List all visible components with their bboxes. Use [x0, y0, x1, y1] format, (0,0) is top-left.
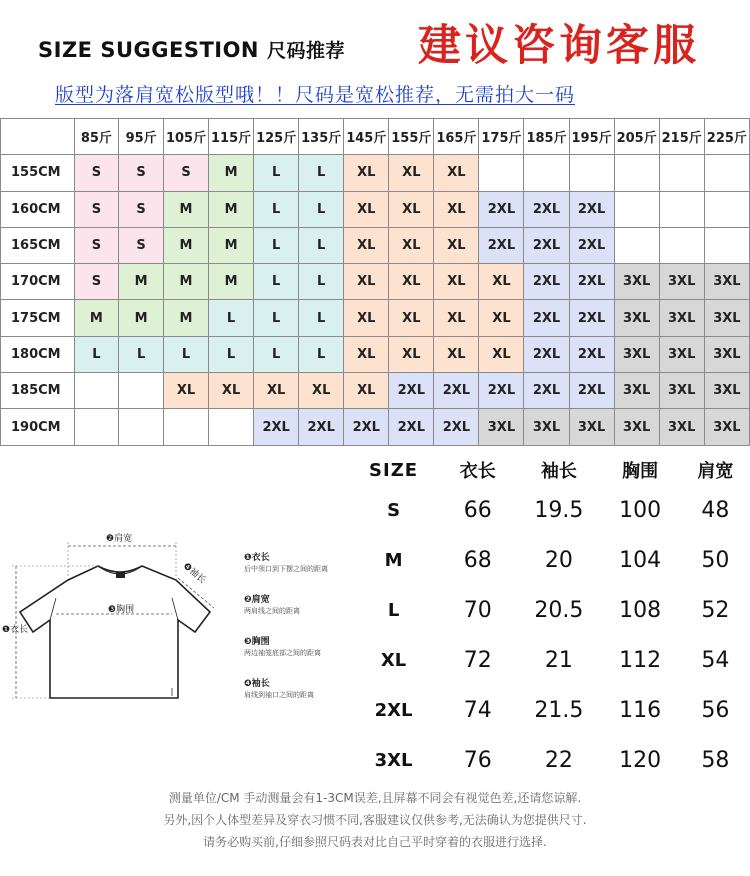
size-cell: 2XL: [434, 373, 479, 409]
height-label: 185CM: [1, 373, 75, 409]
size-cell: [659, 155, 704, 191]
size-cell: 2XL: [524, 191, 569, 227]
size-cell: M: [74, 300, 119, 336]
size-cell: XL: [344, 373, 389, 409]
length-value: 66: [463, 497, 492, 523]
sleeve-label: ❹袖长: [180, 561, 208, 586]
size-cell: 2XL: [569, 336, 614, 372]
size-cell: S: [119, 227, 164, 263]
size-cell: 2XL: [254, 409, 299, 445]
size-value: L: [387, 599, 400, 621]
length-value: 70: [463, 597, 492, 623]
weight-header: 115斤: [209, 119, 254, 155]
height-label: 180CM: [1, 336, 75, 372]
size-cell: 2XL: [569, 264, 614, 300]
size-cell: L: [299, 300, 344, 336]
size-cell: 2XL: [569, 373, 614, 409]
size-cell: 2XL: [524, 336, 569, 372]
size-cell: [614, 227, 659, 263]
size-cell: L: [299, 264, 344, 300]
size-cell: [209, 409, 254, 445]
title-en: SIZE SUGGESTION: [38, 38, 260, 62]
length-value: 76: [463, 747, 492, 773]
chest-value: 120: [619, 747, 662, 773]
size-suggestion-title: [38, 36, 345, 63]
size-cell: [704, 155, 749, 191]
size-cell: 2XL: [479, 191, 524, 227]
height-row: [1, 227, 750, 263]
header-size: SIZE: [369, 459, 419, 481]
size-cell: 2XL: [344, 409, 389, 445]
consult-service-banner: 建议咨询客服: [418, 21, 700, 71]
size-recommendation-grid: [0, 118, 750, 446]
size-cell: XL: [434, 300, 479, 336]
size-cell: XL: [479, 300, 524, 336]
header-sleeve: 袖长: [540, 461, 577, 482]
size-cell: XL: [254, 373, 299, 409]
size-cell: [119, 373, 164, 409]
size-cell: M: [209, 264, 254, 300]
size-cell: 3XL: [704, 336, 749, 372]
shoulder-label: ❷肩宽: [106, 534, 133, 544]
sleeve-value: 21.5: [534, 697, 584, 723]
length-value: 68: [463, 547, 492, 573]
size-cell: L: [299, 336, 344, 372]
size-cell: XL: [344, 300, 389, 336]
height-label: 165CM: [1, 227, 75, 263]
size-cell: XL: [389, 300, 434, 336]
size-cell: [74, 373, 119, 409]
size-cell: XL: [389, 227, 434, 263]
desc-chest-title: ❸胸围: [244, 637, 270, 647]
size-cell: S: [74, 227, 119, 263]
size-cell: XL: [299, 373, 344, 409]
size-cell: L: [163, 336, 208, 372]
size-cell: M: [119, 300, 164, 336]
size-cell: 3XL: [479, 409, 524, 445]
size-cell: [704, 227, 749, 263]
size-cell: L: [299, 155, 344, 191]
desc-length-sub: 后中领口到下摆之间的距离: [244, 565, 328, 573]
shoulder-value: 58: [701, 747, 730, 773]
chest-value: 104: [619, 547, 662, 573]
size-cell: XL: [389, 191, 434, 227]
desc-shoulder-title: ❷肩宽: [244, 595, 270, 605]
size-cell: L: [254, 336, 299, 372]
grid-corner: [1, 119, 75, 155]
size-cell: 2XL: [569, 191, 614, 227]
sleeve-value: 19.5: [534, 497, 584, 523]
size-cell: 3XL: [569, 409, 614, 445]
measurement-row: [350, 535, 750, 585]
size-cell: S: [74, 264, 119, 300]
size-cell: L: [209, 336, 254, 372]
size-cell: M: [163, 191, 208, 227]
chest-value: 108: [619, 597, 662, 623]
desc-shoulder-sub: 两肩线之间的距离: [244, 607, 300, 615]
size-cell: M: [209, 155, 254, 191]
weight-header: 135斤: [299, 119, 344, 155]
size-cell: L: [299, 227, 344, 263]
desc-length-title: ❶衣长: [244, 553, 270, 563]
size-cell: 3XL: [659, 409, 704, 445]
chest-label: ❸胸围: [108, 605, 135, 615]
sleeve-value: 20: [544, 547, 573, 573]
size-cell: S: [74, 191, 119, 227]
size-cell: 3XL: [704, 264, 749, 300]
size-cell: 2XL: [389, 373, 434, 409]
size-cell: XL: [389, 336, 434, 372]
weight-header: 175斤: [479, 119, 524, 155]
weight-header: 185斤: [524, 119, 569, 155]
height-row: [1, 191, 750, 227]
size-cell: XL: [389, 264, 434, 300]
size-cell: XL: [163, 373, 208, 409]
size-cell: S: [74, 155, 119, 191]
size-cell: 3XL: [704, 373, 749, 409]
size-cell: [614, 191, 659, 227]
size-cell: XL: [434, 227, 479, 263]
size-cell: M: [209, 227, 254, 263]
size-cell: 2XL: [569, 300, 614, 336]
size-cell: XL: [344, 336, 389, 372]
chest-value: 112: [619, 647, 662, 673]
header-chest: 胸围: [622, 461, 659, 482]
size-cell: 3XL: [704, 409, 749, 445]
shoulder-value: 50: [701, 547, 730, 573]
size-cell: S: [163, 155, 208, 191]
weight-header: 195斤: [569, 119, 614, 155]
size-cell: XL: [479, 264, 524, 300]
weight-header: 205斤: [614, 119, 659, 155]
size-value: 2XL: [374, 699, 413, 721]
size-cell: [119, 409, 164, 445]
height-row: [1, 336, 750, 372]
footer-disclaimer: [0, 787, 750, 853]
size-cell: XL: [344, 227, 389, 263]
size-cell: L: [254, 264, 299, 300]
size-cell: XL: [209, 373, 254, 409]
tshirt-outline-icon: [0, 520, 360, 715]
size-cell: 3XL: [614, 373, 659, 409]
size-cell: M: [163, 300, 208, 336]
measurement-header-row: [350, 455, 750, 485]
size-cell: L: [299, 191, 344, 227]
size-cell: [163, 409, 208, 445]
size-value: S: [387, 499, 401, 521]
length-value: 74: [463, 697, 492, 723]
height-label: 160CM: [1, 191, 75, 227]
tshirt-measure-diagram: [0, 520, 360, 715]
size-cell: XL: [434, 264, 479, 300]
size-cell: XL: [344, 264, 389, 300]
size-cell: [479, 155, 524, 191]
size-cell: [569, 155, 614, 191]
size-cell: XL: [389, 155, 434, 191]
weight-header: 165斤: [434, 119, 479, 155]
height-label: 175CM: [1, 300, 75, 336]
size-cell: L: [254, 155, 299, 191]
size-cell: L: [254, 191, 299, 227]
size-cell: 3XL: [704, 300, 749, 336]
size-cell: S: [119, 191, 164, 227]
size-cell: 2XL: [524, 264, 569, 300]
size-value: 3XL: [374, 749, 413, 771]
shoulder-value: 52: [701, 597, 730, 623]
weight-header: 105斤: [163, 119, 208, 155]
measurement-row: [350, 685, 750, 735]
footer-line: 请务必购买前,仔细参照尺码表对比自己平时穿着的衣服进行选择.: [203, 835, 547, 849]
size-cell: [524, 155, 569, 191]
size-cell: XL: [344, 155, 389, 191]
height-row: [1, 373, 750, 409]
desc-sleeve-sub: 肩线到袖口之间的距离: [244, 691, 314, 699]
size-cell: 2XL: [479, 227, 524, 263]
size-cell: XL: [434, 155, 479, 191]
size-cell: M: [163, 227, 208, 263]
shoulder-value: 56: [701, 697, 730, 723]
sleeve-value: 21: [544, 647, 573, 673]
size-cell: L: [254, 227, 299, 263]
size-cell: 3XL: [614, 264, 659, 300]
title-cn: 尺码推荐: [267, 40, 346, 62]
height-row: [1, 409, 750, 445]
height-row: [1, 300, 750, 336]
desc-chest-sub: 两边袖笼底部之间的距离: [244, 649, 321, 657]
size-cell: 2XL: [299, 409, 344, 445]
size-cell: 3XL: [614, 300, 659, 336]
size-cell: 3XL: [659, 264, 704, 300]
shoulder-value: 54: [701, 647, 730, 673]
weight-header: 155斤: [389, 119, 434, 155]
measurement-row: [350, 735, 750, 785]
shoulder-value: 48: [701, 497, 730, 523]
weight-header: 225斤: [704, 119, 749, 155]
size-cell: [659, 191, 704, 227]
size-cell: 3XL: [614, 336, 659, 372]
weight-header: 125斤: [254, 119, 299, 155]
size-cell: M: [209, 191, 254, 227]
size-cell: L: [209, 300, 254, 336]
desc-sleeve-title: ❹袖长: [244, 679, 270, 689]
size-cell: L: [254, 300, 299, 336]
weight-header: 145斤: [344, 119, 389, 155]
sleeve-value: 22: [544, 747, 573, 773]
size-cell: [659, 227, 704, 263]
size-cell: M: [119, 264, 164, 300]
size-cell: XL: [479, 336, 524, 372]
size-cell: 3XL: [659, 300, 704, 336]
fit-notice: 版型为落肩宽松版型哦！！尺码是宽松推荐，无需拍大一码: [55, 84, 576, 106]
weight-header-row: [1, 119, 750, 155]
length-value: 72: [463, 647, 492, 673]
size-cell: 3XL: [659, 373, 704, 409]
size-cell: 2XL: [524, 300, 569, 336]
height-label: 190CM: [1, 409, 75, 445]
size-cell: XL: [344, 191, 389, 227]
size-cell: 2XL: [524, 373, 569, 409]
size-cell: M: [163, 264, 208, 300]
size-cell: L: [74, 336, 119, 372]
measurement-row: [350, 635, 750, 685]
size-cell: 2XL: [389, 409, 434, 445]
weight-header: 85斤: [74, 119, 119, 155]
size-cell: 3XL: [659, 336, 704, 372]
size-cell: 3XL: [614, 409, 659, 445]
measurement-row: [350, 485, 750, 535]
footer-line: 另外,因个人体型差异及穿衣习惯不同,客服建议仅供参考,无法确认为您提供尺寸.: [163, 813, 587, 827]
chest-value: 100: [619, 497, 662, 523]
height-row: [1, 264, 750, 300]
height-label: 155CM: [1, 155, 75, 191]
size-cell: XL: [434, 336, 479, 372]
height-label: 170CM: [1, 264, 75, 300]
size-cell: 2XL: [524, 227, 569, 263]
chest-value: 116: [619, 697, 662, 723]
size-value: XL: [380, 649, 407, 671]
size-value: M: [384, 549, 403, 571]
length-label: ❶衣长: [2, 625, 29, 635]
footer-line: 测量单位/CM 手动测量会有1-3CM误差,且屏幕不同会有视觉色差,还请您谅解.: [168, 791, 582, 805]
measurement-row: [350, 585, 750, 635]
size-cell: [74, 409, 119, 445]
size-cell: 2XL: [479, 373, 524, 409]
header-shoulder: 肩宽: [697, 461, 734, 482]
measurement-table: [350, 455, 750, 785]
height-row: [1, 155, 750, 191]
size-cell: 2XL: [434, 409, 479, 445]
size-cell: S: [119, 155, 164, 191]
size-cell: 3XL: [524, 409, 569, 445]
header-length: 衣长: [459, 461, 496, 482]
size-cell: L: [119, 336, 164, 372]
size-cell: XL: [434, 191, 479, 227]
sleeve-value: 20.5: [534, 597, 584, 623]
size-cell: [704, 191, 749, 227]
size-cell: 2XL: [569, 227, 614, 263]
weight-header: 95斤: [119, 119, 164, 155]
size-cell: [614, 155, 659, 191]
weight-header: 215斤: [659, 119, 704, 155]
